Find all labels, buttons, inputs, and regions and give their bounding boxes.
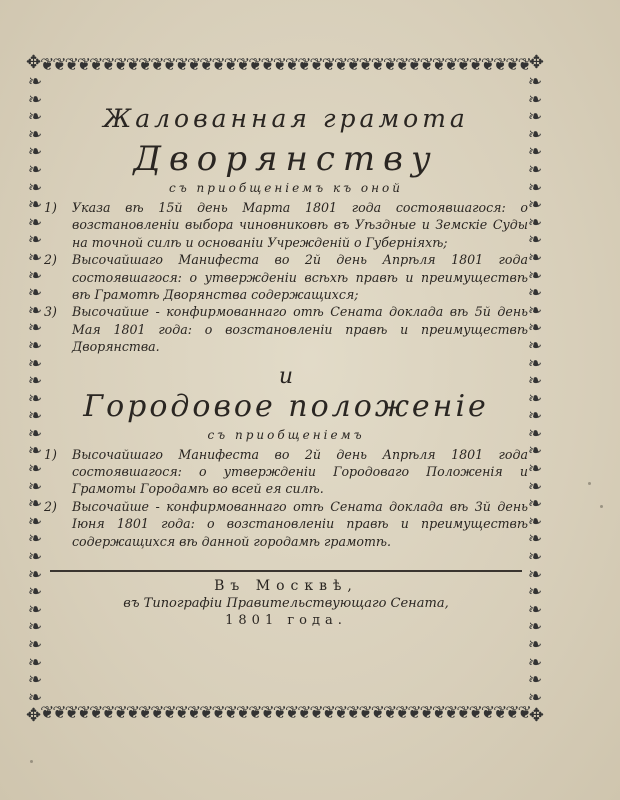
list-item bbox=[44, 303, 528, 355]
item-text: Высочайше - конфирмованнаго отѣ Сената доклада вѣ 3й день Іюня 1801 года: о возстановленіи правѣ и преимуществѣ содержащихся вѣ данной городамѣ грамотѣ. bbox=[72, 498, 528, 549]
imprint-year: 1801 года. bbox=[225, 613, 347, 629]
imprint-city: Въ Москвѣ, bbox=[214, 578, 358, 595]
title-line-3: Городовое положеніе bbox=[83, 388, 489, 424]
document-body bbox=[44, 98, 528, 630]
corner-ornament-icon: ✥ bbox=[26, 705, 42, 726]
item-number: 2) bbox=[44, 252, 57, 268]
item-text: Высочайше - конфирмованнаго отѣ Сената доклада вѣ 5й день Мая 1801 года: о возстановленіи правѣ и преимуществѣ Дворянства. bbox=[72, 304, 528, 355]
list-item bbox=[44, 251, 528, 303]
item-number: 1) bbox=[44, 200, 57, 215]
item-number: 1) bbox=[44, 446, 57, 462]
item-number: 2) bbox=[44, 498, 57, 514]
list-item bbox=[44, 446, 528, 498]
title-line-1: Жалованная грамота bbox=[103, 104, 469, 133]
divider-rule bbox=[50, 570, 522, 572]
corner-ornament-icon: ✥ bbox=[528, 705, 544, 726]
conjunction: и bbox=[278, 363, 294, 389]
item-text: Высочайшаго Манифеста во 2й день Апрѣля 1801 года состоявшагося: о утвержденіи всѣхѣ правѣ и преимуществѣ вѣ Грамотѣ Дворянства содержащихся; bbox=[72, 252, 528, 303]
corner-ornament-icon: ✥ bbox=[528, 52, 544, 73]
list-item bbox=[44, 199, 528, 251]
paper-speck bbox=[588, 482, 591, 485]
title-line-2: Дворянству bbox=[133, 139, 439, 179]
border-top-ornament: ❦❦❦❦❦❦❦❦❦❦❦❦❦❦❦❦❦❦❦❦❦❦❦❦❦❦❦❦❦❦❦❦❦❦❦❦❦❦❦❦ bbox=[40, 55, 530, 75]
corner-ornament-icon: ✥ bbox=[26, 52, 42, 73]
paper-speck bbox=[30, 760, 33, 763]
subtitle-2: съ приобщеніемъ bbox=[207, 427, 365, 442]
item-text: Высочайшаго Манифеста во 2й день Апрѣля 1801 года состоявшагося: о утвержденіи Городоваго Положенія и Грамоты Городамѣ во всей ея силѣ. bbox=[72, 446, 528, 497]
list-item bbox=[44, 498, 528, 550]
item-number: 3) bbox=[44, 304, 57, 320]
imprint-press: въ Типографіи Правительствующаго Сената, bbox=[123, 596, 449, 612]
item-text: Указа вѣ 15й день Марта 1801 года состоявшагося: о возстановленіи выбора чиновниковѣ въ Уѣздные и Земскіе Суды на точной силѣ и основаніи Учрежденій о Губерніяхѣ; bbox=[72, 200, 528, 250]
subtitle-1: съ приобщеніемъ къ оной bbox=[169, 181, 403, 195]
border-right-ornament: ❧ ❧ ❧ ❧ ❧ ❧ ❧ ❧ ❧ ❧ ❧ ❧ ❧ ❧ ❧ ❧ ❧ ❧ ❧ ❧ ❧ ❧ ❧ ❧ ❧ ❧ ❧ ❧ ❧ ❧ ❧ ❧ ❧ ❧ ❧ ❧ bbox=[527, 74, 543, 704]
border-left-ornament: ❧ ❧ ❧ ❧ ❧ ❧ ❧ ❧ ❧ ❧ ❧ ❧ ❧ ❧ ❧ ❧ ❧ ❧ ❧ ❧ ❧ ❧ ❧ ❧ ❧ ❧ ❧ ❧ ❧ ❧ ❧ ❧ ❧ ❧ ❧ ❧ bbox=[27, 74, 43, 704]
border-bottom-ornament: ❦❦❦❦❦❦❦❦❦❦❦❦❦❦❦❦❦❦❦❦❦❦❦❦❦❦❦❦❦❦❦❦❦❦❦❦❦❦❦❦ bbox=[40, 703, 530, 723]
paper-speck bbox=[600, 505, 603, 508]
